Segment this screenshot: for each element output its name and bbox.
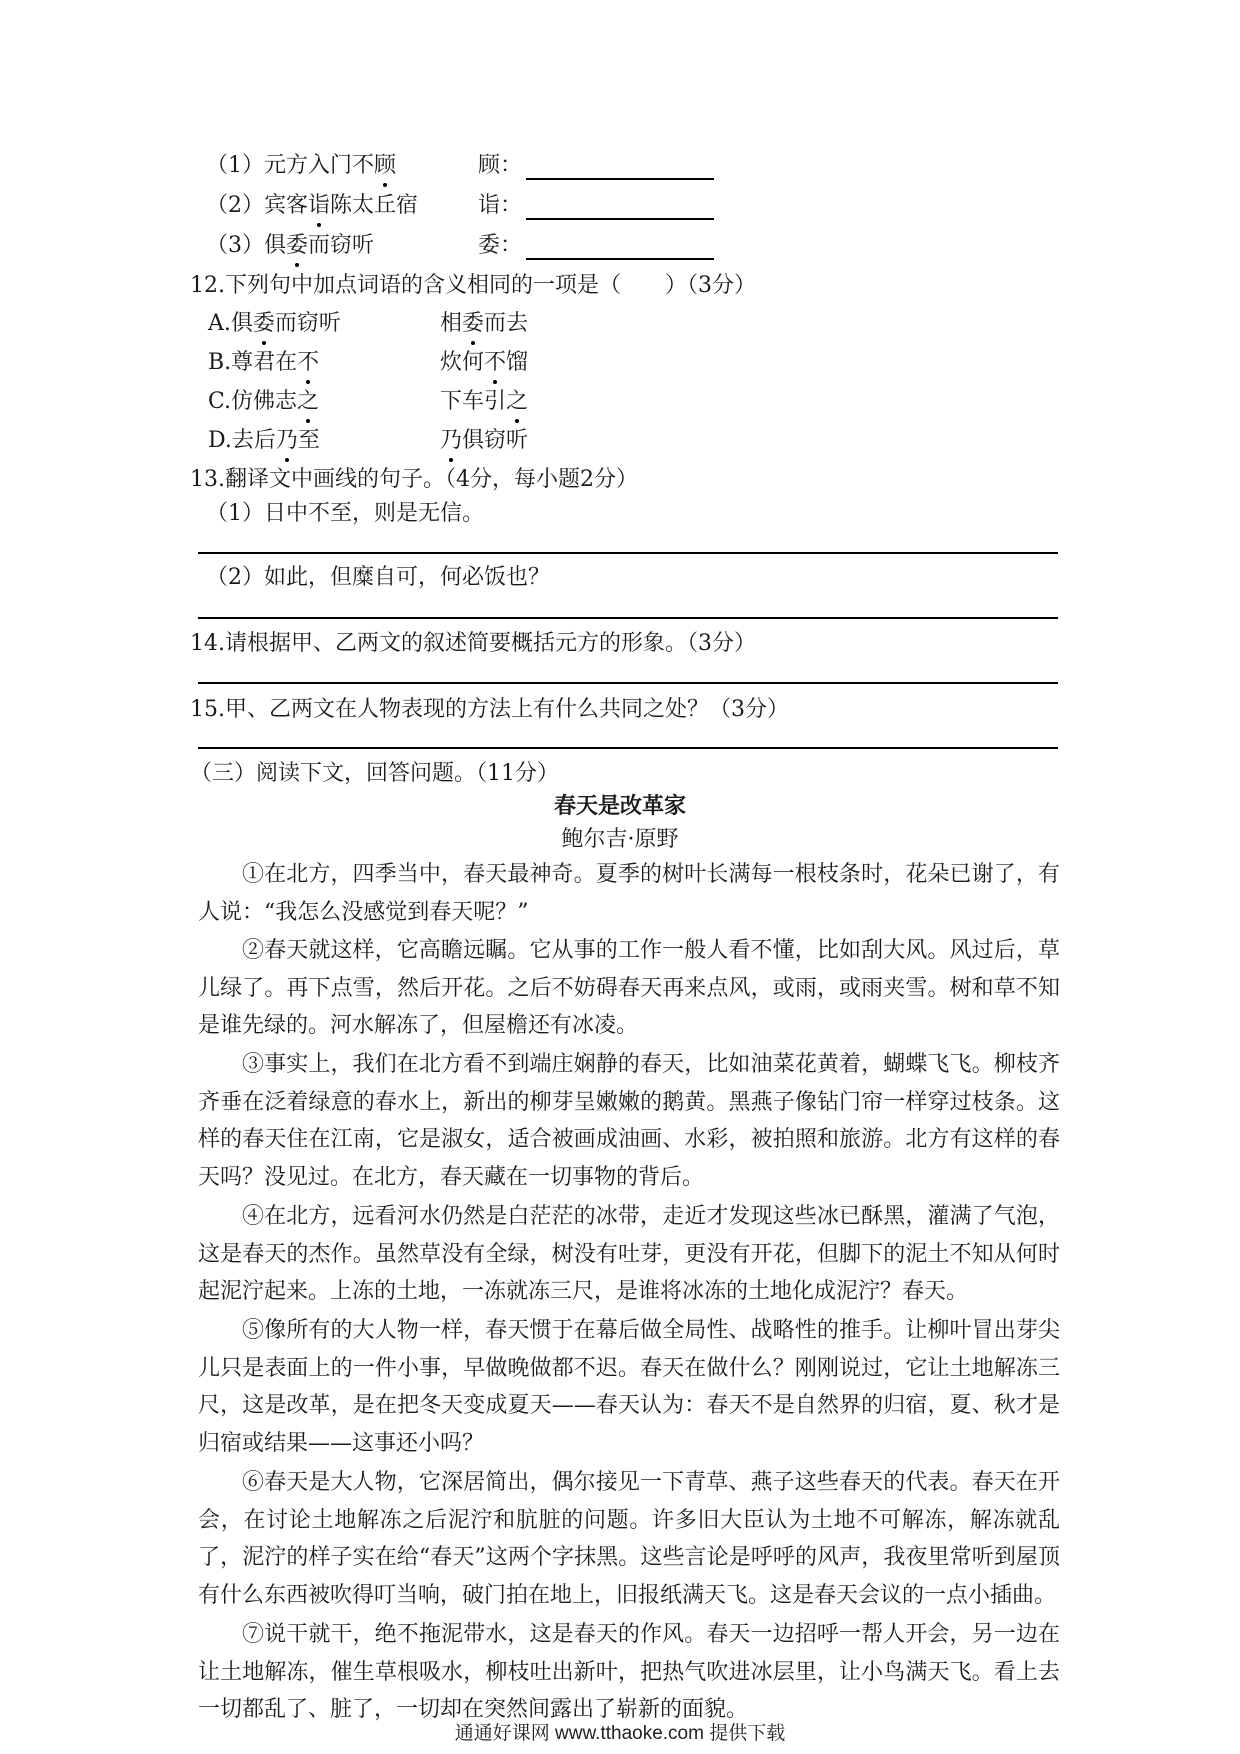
opt-a-right-pre: 相 <box>440 311 463 336</box>
opt-a-right-post: 而去 <box>484 311 529 336</box>
answer-blank-2[interactable] <box>526 196 714 220</box>
q12-stem: 12.下列句中加点词语的含义相同的一项是（ ）（3分） <box>190 273 756 298</box>
opt-b-right-post: 馏 <box>506 350 529 375</box>
q12-option-b[interactable] <box>208 349 528 377</box>
article-paragraph-1: ①在北方，四季当中，春天最神奇。夏季的树叶长满每一根枝条时，花朵已谢了，有人说：“我怎么没感觉到春天呢？” <box>198 862 1060 925</box>
article-paragraph-5: ⑤像所有的大人物一样，春天惯于在幕后做全局性、战略性的推手。让柳叶冒出芽尖儿只是表面上的一件小事，早做晚做都不迟。春天在做什么？刚刚说过，它让土地解冻三尺，这是改革，是在把冬天变成夏天——春天认为：春天不是自然界的归宿，夏、秋才是归宿或结果——这事还小吗？ <box>198 1318 1060 1456</box>
dotted-char: 委 <box>286 233 309 258</box>
opt-c-left-pre: C.仿佛志 <box>208 389 298 414</box>
dotted-char: 不 <box>297 350 320 375</box>
q12-option-d[interactable] <box>208 427 528 455</box>
answer-blank-3[interactable] <box>526 236 714 260</box>
section-3-heading: （三）阅读下文，回答问题。（11分） <box>190 761 559 786</box>
answer-line-q13-1[interactable] <box>198 552 1058 554</box>
fill-item-1 <box>206 152 714 180</box>
fill-item-3-pre: （3）俱 <box>206 233 286 258</box>
fill-item-2-post: 陈太丘宿 <box>330 193 419 218</box>
opt-b-left-pre: B.尊君在 <box>208 350 298 375</box>
fill-item-2 <box>206 192 714 220</box>
dotted-char: 之 <box>297 389 320 414</box>
dotted-char: 诣 <box>308 193 331 218</box>
fill-item-2-pre: （2）宾客 <box>206 193 308 218</box>
opt-d-right-post: 俱窃听 <box>462 428 529 453</box>
q12-option-a[interactable] <box>208 310 528 338</box>
dotted-char: 之 <box>506 389 529 414</box>
fill-item-1-label: 顾： <box>478 153 523 178</box>
answer-line-q15[interactable] <box>198 747 1058 749</box>
opt-d-left-pre: D.去后 <box>208 428 276 453</box>
article-author: 鲍尔吉·原野 <box>561 827 679 852</box>
dotted-char: 乃 <box>440 428 463 453</box>
opt-a-left-post: 而窃听 <box>274 311 341 336</box>
dotted-char: 顾 <box>374 153 397 178</box>
dotted-char: 委 <box>462 311 485 336</box>
article-paragraph-3: ③事实上，我们在北方看不到端庄娴静的春天，比如油菜花黄着，蝴蝶飞飞。柳枝齐齐垂在泛着绿意的春水上，新出的柳芽呈嫩嫩的鹅黄。黑燕子像钻门帘一样穿过枝条。这样的春天住在江南，它是淑女，适合被画成油画、水彩，被拍照和旅游。北方有这样的春天吗？没见过。在北方，春天藏在一切事物的背后。 <box>198 1052 1060 1190</box>
opt-b-right-pre: 炊何 <box>440 350 485 375</box>
q15-stem: 15.甲、乙两文在人物表现的方法上有什么共同之处？（3分） <box>190 697 789 722</box>
opt-a-left-pre: A.俱 <box>208 311 253 336</box>
article-title: 春天是改革家 <box>553 793 686 819</box>
dotted-char: 乃 <box>275 428 298 453</box>
fill-item-2-label: 诣： <box>478 193 523 218</box>
article-paragraph-7: ⑦说干就干，绝不拖泥带水，这是春天的作风。春天一边招呼一帮人开会，另一边在让土地解冻，催生草根吸水，柳枝吐出新叶，把热气吹进冰层里，让小鸟满天飞。看上去一切都乱了、脏了，一切却在突然间露出了崭新的面貌。 <box>198 1622 1060 1723</box>
fill-item-3-text <box>206 232 478 260</box>
q12-option-c[interactable] <box>208 388 528 416</box>
fill-item-1-pre: （1）元方入门不 <box>206 153 374 178</box>
fill-item-3 <box>206 232 714 260</box>
fill-item-3-post: 而窃听 <box>308 233 375 258</box>
article-paragraph-4: ④在北方，远看河水仍然是白茫茫的冰带，走近才发现这些冰已酥黑，灌满了气泡，这是春天的杰作。虽然草没有全绿，树没有吐芽，更没有开花，但脚下的泥土不知从何时起泥泞起来。上冻的土地，一冻就冻三尺，是谁将冰冻的土地化成泥泞？春天。 <box>198 1204 1060 1305</box>
answer-line-q13-2[interactable] <box>198 617 1058 619</box>
article-paragraph-2: ②春天就这样，它高瞻远瞩。它从事的工作一般人看不懂，比如刮大风。风过后，草儿绿了。再下点雪，然后开花。之后不妨碍春天再来点风，或雨，或雨夹雪。树和草不知是谁先绿的。河水解冻了，但屋檐还有冰凌。 <box>198 938 1060 1039</box>
q13-sentence-1: （1）日中不至，则是无信。 <box>206 501 484 526</box>
q14-stem: 14.请根据甲、乙两文的叙述简要概括元方的形象。（3分） <box>190 631 756 656</box>
article-paragraph-6: ⑥春天是大人物，它深居简出，偶尔接见一下青草、燕子这些春天的代表。春天在开会，在讨论土地解冻之后泥泞和肮脏的问题。许多旧大臣认为土地不可解冻，解冻就乱了，泥泞的样子实在给“春天”这两个字抹黑。这些言论是呼呼的风声，我夜里常听到屋顶有什么东西被吹得叮当响，破门拍在地上，旧报纸满天飞。这是春天会议的一点小插曲。 <box>198 1470 1060 1608</box>
page-footer: 通通好课网 www.tthaoke.com 提供下载 <box>454 1723 786 1744</box>
fill-item-2-text <box>206 192 478 220</box>
fill-item-1-text <box>206 152 478 180</box>
dotted-char: 不 <box>484 350 507 375</box>
fill-item-3-label: 委： <box>478 233 523 258</box>
opt-d-left-post: 至 <box>297 428 320 453</box>
dotted-char: 委 <box>252 311 275 336</box>
opt-c-right-pre: 下车引 <box>440 389 507 414</box>
q13-stem: 13.翻译文中画线的句子。（4分，每小题2分） <box>190 467 638 492</box>
q13-sentence-2: （2）如此，但糜自可，何必饭也？ <box>206 565 550 590</box>
answer-blank-1[interactable] <box>526 156 714 180</box>
answer-line-q14[interactable] <box>198 682 1058 684</box>
